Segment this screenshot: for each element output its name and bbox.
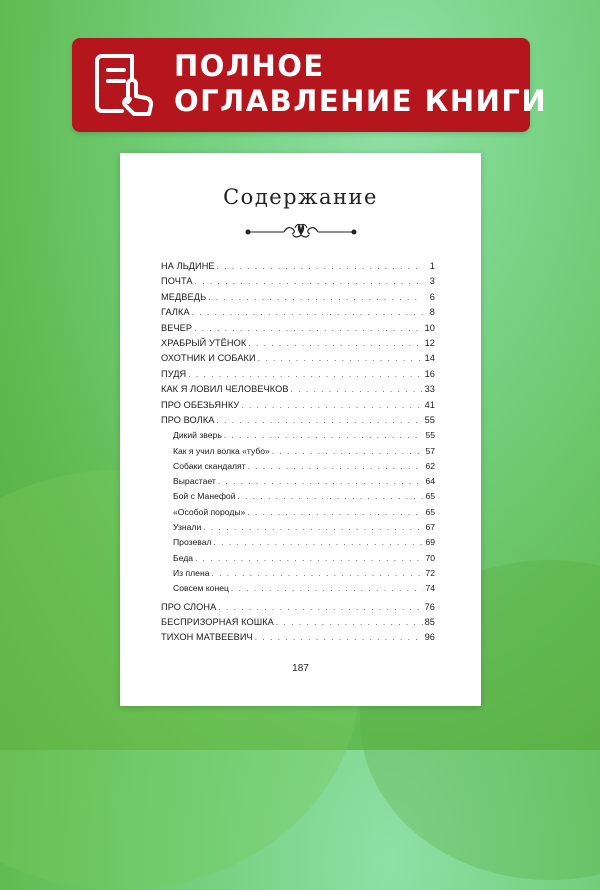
- toc-title: ПОЧТА: [161, 276, 193, 287]
- banner-title-line2: ОГЛАВЛЕНИЕ КНИГИ: [174, 84, 548, 118]
- toc-subentry: [161, 430, 435, 445]
- toc-title: МЕДВЕДЬ: [161, 291, 207, 302]
- toc-title: «Особой породы»: [173, 506, 246, 517]
- toc-leader: [217, 262, 423, 271]
- toc-title: Беда: [173, 552, 194, 563]
- toc-leader: [255, 633, 423, 642]
- toc-leader: [276, 618, 423, 627]
- toc-entry: [161, 261, 435, 276]
- toc-title: ПУДЯ: [161, 368, 187, 379]
- toc-leader: [214, 538, 423, 547]
- toc-subentry: [161, 507, 435, 522]
- toc-leader: [224, 431, 423, 440]
- toc-page: 55: [425, 430, 435, 441]
- toc-title: Из плена: [173, 567, 210, 578]
- toc-page: 16: [424, 368, 435, 379]
- toc-title: Узнали: [173, 522, 202, 533]
- toc-leader: [272, 447, 423, 456]
- toc-entry: [161, 400, 435, 415]
- toc-subentry: [161, 476, 435, 491]
- toc-title: ОХОТНИК И СОБАКИ: [161, 353, 256, 364]
- toc-leader: [241, 401, 422, 410]
- toc-entry: [161, 632, 435, 647]
- toc-leader: [195, 554, 423, 563]
- toc-entry: [161, 323, 435, 338]
- toc-leader: [211, 569, 423, 578]
- toc-leader: [195, 277, 423, 286]
- toc-title: ГАЛКА: [161, 307, 190, 318]
- toc-page: 55: [424, 414, 435, 425]
- toc-page: 65: [425, 491, 435, 502]
- toc-leader: [217, 416, 423, 425]
- toc-page: 33: [424, 384, 435, 395]
- toc-entry: [161, 338, 435, 353]
- toc-entry: [161, 276, 435, 291]
- toc-page: 10: [424, 322, 435, 333]
- toc-page: 3: [429, 276, 435, 287]
- page-heading: Содержание: [223, 185, 378, 209]
- toc-leader: [218, 477, 423, 486]
- page-number: 187: [292, 663, 309, 674]
- toc-subentry: [161, 583, 435, 598]
- document-hand-icon: [88, 48, 162, 122]
- toc-title: Бой с Манефой: [173, 491, 236, 502]
- toc-entry: [161, 384, 435, 399]
- toc-page: 62: [425, 460, 435, 471]
- flourish-ornament-icon: [244, 221, 358, 243]
- toc-page: 69: [425, 537, 435, 548]
- toc-page: 8: [429, 307, 435, 318]
- toc-entry: [161, 292, 435, 307]
- banner-title-line1: ПОЛНОЕ: [174, 49, 325, 83]
- title-banner: [72, 38, 548, 132]
- toc-page: 12: [424, 337, 435, 348]
- toc-title: БЕСПРИЗОРНАЯ КОШКА: [161, 616, 274, 627]
- toc-entry: [161, 415, 435, 430]
- toc-title: Совсем конец: [173, 583, 229, 594]
- toc-page: 85: [424, 616, 435, 627]
- toc-title: Вырастает: [173, 476, 216, 487]
- toc-title: ТИХОН МАТВЕЕВИЧ: [161, 632, 253, 643]
- toc-leader: [218, 603, 422, 612]
- toc-title: ХРАБРЫЙ УТЁНОК: [161, 337, 247, 348]
- toc-title: Дикий зверь: [173, 430, 222, 441]
- toc-subentry: [161, 553, 435, 568]
- toc-page: 64: [425, 476, 435, 487]
- toc-subentry: [161, 568, 435, 583]
- toc-leader: [248, 339, 422, 348]
- table-of-contents: [161, 261, 435, 648]
- toc-page: 96: [424, 632, 435, 643]
- toc-subentry: [161, 446, 435, 461]
- toc-leader: [231, 584, 423, 593]
- toc-title: ПРО ОБЕЗЬЯНКУ: [161, 399, 240, 410]
- toc-page: 57: [425, 445, 435, 456]
- toc-page: 70: [425, 552, 435, 563]
- toc-page: 74: [425, 583, 435, 594]
- toc-page: 65: [425, 506, 435, 517]
- toc-leader: [247, 508, 423, 517]
- toc-leader: [203, 523, 423, 532]
- toc-page: 14: [424, 353, 435, 364]
- toc-subentry: [161, 537, 435, 552]
- toc-leader: [188, 370, 422, 379]
- toc-title: ПРО ВОЛКА: [161, 414, 215, 425]
- toc-leader: [194, 324, 422, 333]
- toc-subentry: [161, 522, 435, 537]
- toc-page: 41: [424, 399, 435, 410]
- toc-page: 76: [424, 601, 435, 612]
- toc-leader: [238, 492, 423, 501]
- toc-subentry: [161, 461, 435, 476]
- toc-leader: [208, 293, 423, 302]
- toc-entry: [161, 602, 435, 617]
- book-page: [120, 153, 481, 706]
- toc-title: Как я учил волка «тубо»: [173, 445, 270, 456]
- toc-leader: [258, 354, 423, 363]
- toc-entry: [161, 369, 435, 384]
- toc-leader: [248, 462, 423, 471]
- toc-subentry: [161, 491, 435, 506]
- toc-title: Прозевал: [173, 537, 212, 548]
- toc-entry: [161, 353, 435, 368]
- toc-title: КАК Я ЛОВИЛ ЧЕЛОВЕЧКОВ: [161, 384, 289, 395]
- toc-page: 67: [425, 522, 435, 533]
- toc-page: 72: [425, 567, 435, 578]
- toc-title: ВЕЧЕР: [161, 322, 193, 333]
- toc-leader: [192, 308, 423, 317]
- toc-page: 1: [429, 261, 435, 271]
- toc-leader: [291, 385, 423, 394]
- toc-entry: [161, 617, 435, 632]
- banner-title: [174, 49, 548, 119]
- toc-title: НА ЛЬДИНЕ: [161, 261, 215, 271]
- toc-page: 6: [429, 291, 435, 302]
- toc-entry: [161, 307, 435, 322]
- toc-title: Собаки скандалят: [173, 460, 246, 471]
- toc-title: ПРО СЛОНА: [161, 601, 217, 612]
